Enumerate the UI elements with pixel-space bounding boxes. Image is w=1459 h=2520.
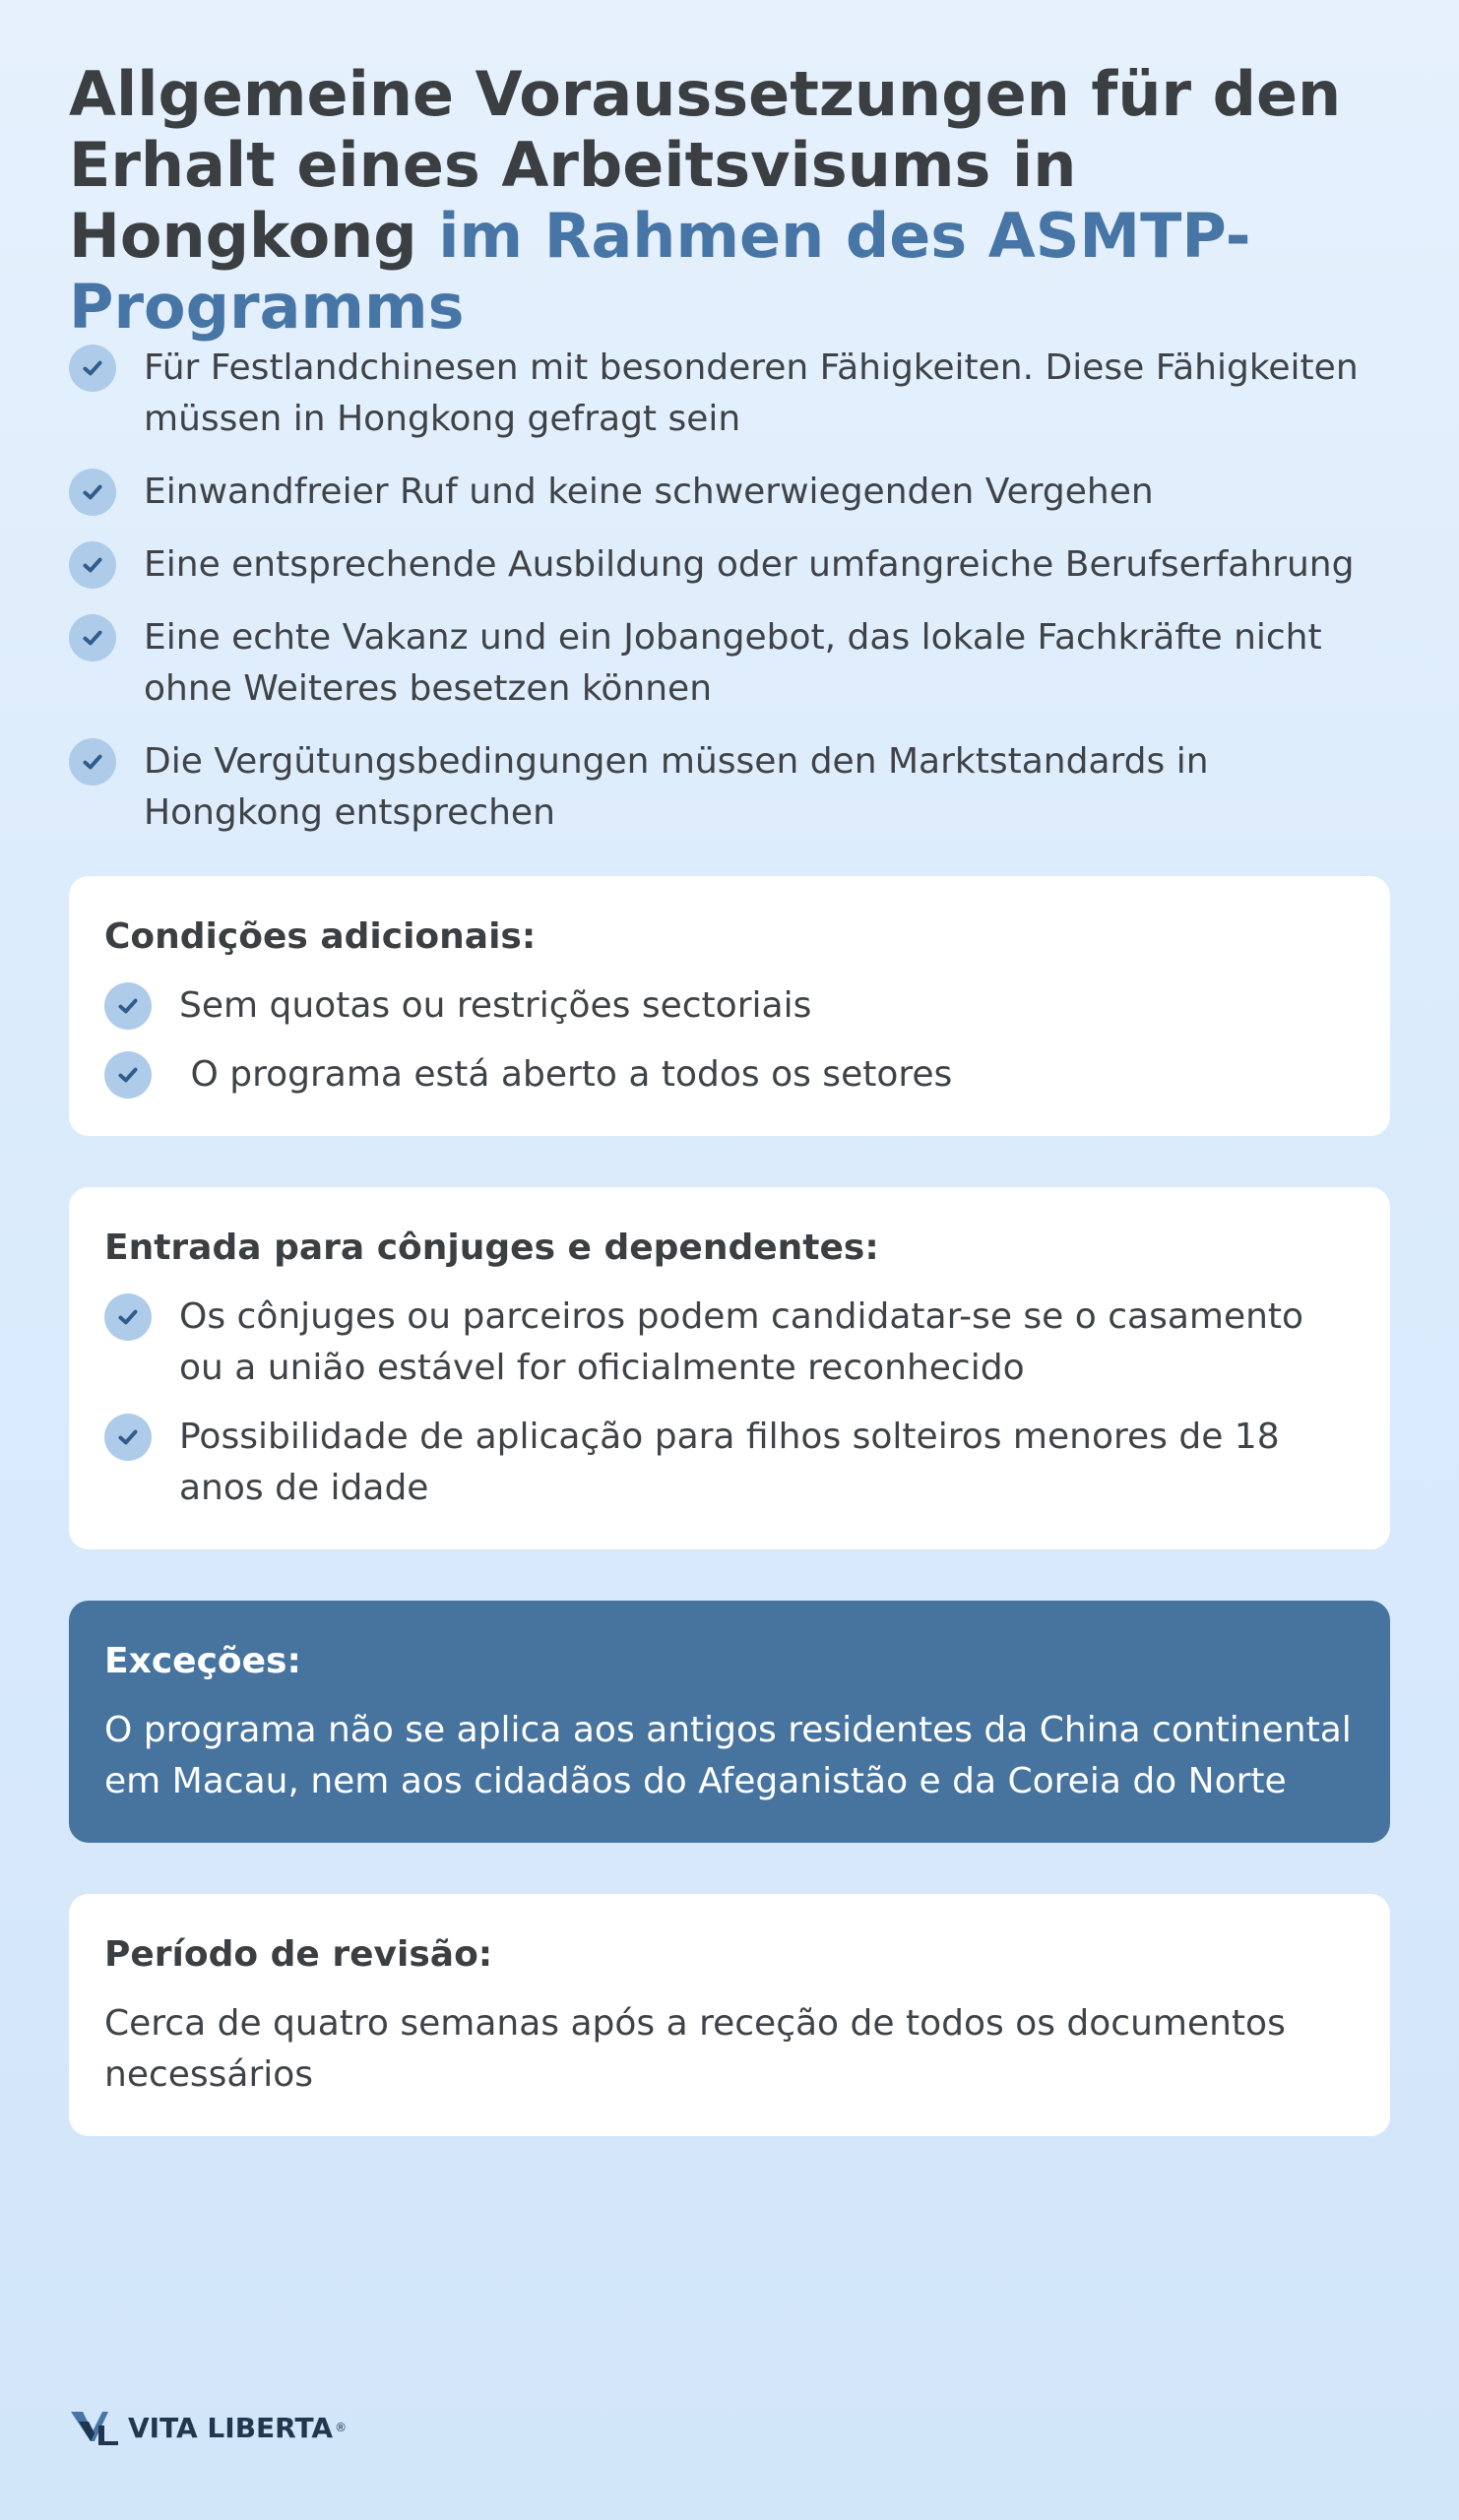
- dependents-list: [104, 1292, 1355, 1514]
- brand-logo: [69, 2408, 347, 2447]
- check-icon: [69, 614, 116, 662]
- list-item: [69, 539, 1390, 591]
- registered-mark: ®: [335, 2421, 348, 2434]
- additional-conditions-card: [69, 876, 1390, 1136]
- infographic: [69, 59, 1390, 2136]
- list-item-text: Einwandfreier Ruf und keine schwerwiegenden Vergehen: [144, 472, 1154, 512]
- title-accent: im Rahmen des ASMTP-Programms: [69, 200, 1251, 343]
- page-title: [69, 59, 1390, 343]
- check-icon: [104, 1051, 152, 1099]
- list-item-text: Os cônjuges ou parceiros podem candidatar-se se o casamento ou a união estável for oficialmente reconhecido: [179, 1296, 1304, 1388]
- list-item-text: Eine entsprechende Ausbildung oder umfangreiche Berufserfahrung: [144, 544, 1355, 585]
- list-item-text: Eine echte Vakanz und ein Jobangebot, das lokale Fachkräfte nicht ohne Weiteres besetzen können: [144, 617, 1322, 709]
- check-icon: [104, 1414, 152, 1461]
- additional-conditions-list: [104, 980, 1355, 1101]
- exceptions-card: [69, 1601, 1390, 1843]
- list-item-text: Sem quotas ou restrições sectoriais: [179, 985, 812, 1026]
- check-icon: [69, 469, 116, 516]
- title-main: Allgemeine Voraussetzungen für den Erhalt eines Arbeitsvisums in Hongkong: [69, 58, 1342, 272]
- card-text: O programa não se aplica aos antigos residentes da China continental em Macau, nem aos cidadãos do Afeganistão e da Coreia do Norte: [104, 1710, 1352, 1801]
- list-item: [104, 980, 1355, 1032]
- list-item: [69, 612, 1390, 715]
- list-item: [104, 1049, 1355, 1101]
- list-item-text: O programa está aberto a todos os setores: [179, 1054, 953, 1095]
- check-icon: [69, 541, 116, 589]
- card-text: Cerca de quatro semanas após a receção de todos os documentos necessários: [104, 2003, 1286, 2095]
- card-title: Entrada para cônjuges e dependentes:: [104, 1228, 879, 1268]
- list-item: [104, 1412, 1355, 1514]
- list-item: [104, 1292, 1355, 1394]
- list-item: [69, 343, 1390, 445]
- check-icon: [69, 738, 116, 786]
- list-item-text: Possibilidade de aplicação para filhos solteiros menores de 18 anos de idade: [179, 1417, 1280, 1508]
- list-item: [69, 467, 1390, 518]
- check-icon: [69, 345, 116, 392]
- review-period-card: [69, 1894, 1390, 2136]
- card-title: Período de revisão:: [104, 1934, 493, 1975]
- requirements-list: [69, 343, 1390, 839]
- logo-icon: [69, 2408, 120, 2447]
- logo-text: VITA LIBERTA: [128, 2411, 334, 2444]
- list-item-text: Die Vergütungsbedingungen müssen den Marktstandards in Hongkong entsprechen: [144, 741, 1209, 833]
- card-title: Condições adicionais:: [104, 916, 537, 957]
- check-icon: [104, 1293, 152, 1341]
- dependents-card: [69, 1187, 1390, 1549]
- list-item-text: Für Festlandchinesen mit besonderen Fähigkeiten. Diese Fähigkeiten müssen in Hongkong gefragt sein: [144, 347, 1359, 439]
- list-item: [69, 736, 1390, 839]
- card-title: Exceções:: [104, 1641, 301, 1681]
- check-icon: [104, 982, 152, 1030]
